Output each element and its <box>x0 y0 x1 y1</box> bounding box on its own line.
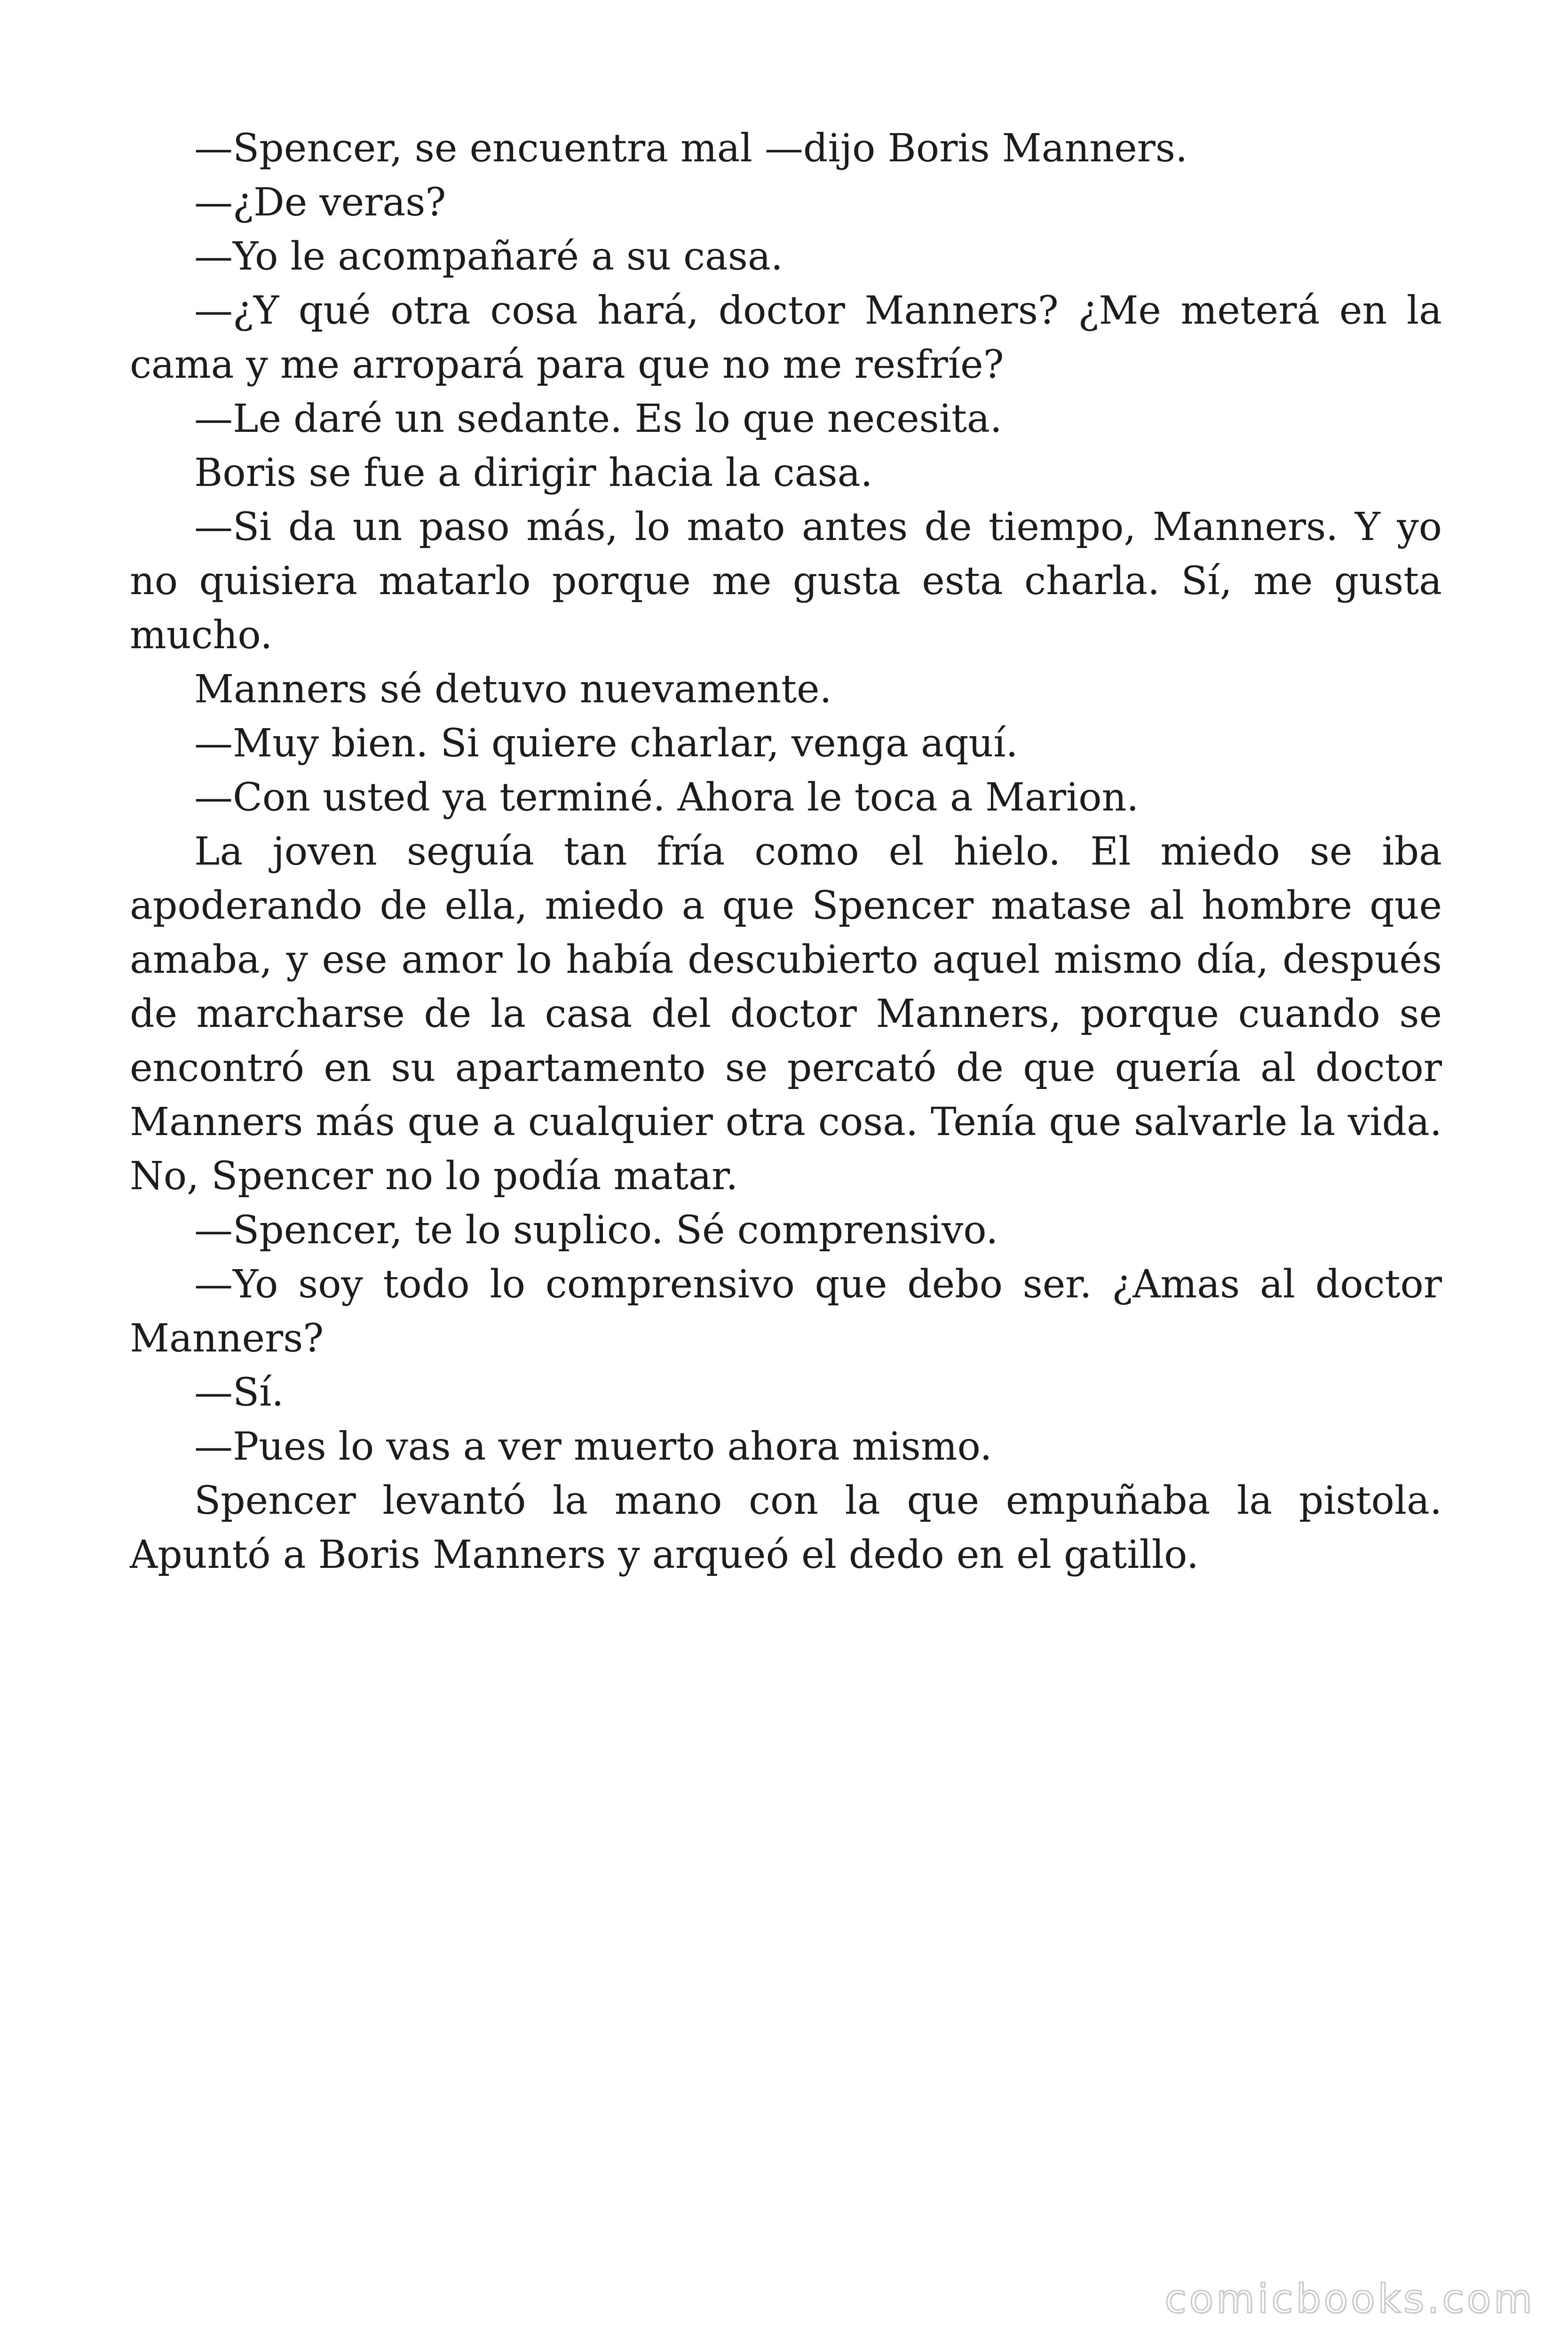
paragraph: Manners sé detuvo nuevamente. <box>194 667 832 712</box>
paragraph: —Muy bien. Si quiere charlar, venga aquí. <box>194 721 1018 766</box>
paragraph: —Spencer, te lo suplico. Sé comprensivo. <box>194 1208 998 1253</box>
paragraph: —Yo soy todo lo comprensivo que debo ser. ¿Amas al doctor Manners? <box>130 1262 1442 1361</box>
paragraph: —¿De veras? <box>194 180 446 225</box>
paragraph: —Pues lo vas a ver muerto ahora mismo. <box>194 1424 992 1469</box>
paragraph: —Sí. <box>194 1370 284 1415</box>
paragraph: —Spencer, se encuentra mal —dijo Boris Manners. <box>194 126 1188 171</box>
paragraph: —Le daré un sedante. Es lo que necesita. <box>194 397 1002 441</box>
paragraph: —Yo le acompañaré a su casa. <box>194 234 783 279</box>
paragraph: —Con usted ya terminé. Ahora le toca a Marion. <box>194 775 1139 820</box>
paragraph: La joven seguía tan fría como el hielo. El miedo se iba apoderando de ella, miedo a que Spencer matase al hombre que amaba, y ese amor lo había descubierto aquel mismo día, después de marcharse de la casa del doctor Manners, porque cuando se encontró en su apartamento se percató de que quería al doctor Manners más que a cualquier otra cosa. Tenía que salvarle la vida. No, Spencer no lo podía matar. <box>130 829 1442 1199</box>
paragraph: Spencer levantó la mano con la que empuñaba la pistola. Apuntó a Boris Manners y arqueó el dedo en el gatillo. <box>130 1478 1442 1577</box>
paragraph: —Si da un paso más, lo mato antes de tiempo, Manners. Y yo no quisiera matarlo porque me gusta esta charla. Sí, me gusta mucho. <box>130 505 1442 658</box>
page-body <box>130 121 1442 1582</box>
paragraph: —¿Y qué otra cosa hará, doctor Manners? ¿Me meterá en la cama y me arropará para que no me resfríe? <box>130 288 1442 387</box>
site-watermark: comicbooks.com <box>1164 2276 1535 2322</box>
paragraph: Boris se fue a dirigir hacia la casa. <box>194 451 873 495</box>
